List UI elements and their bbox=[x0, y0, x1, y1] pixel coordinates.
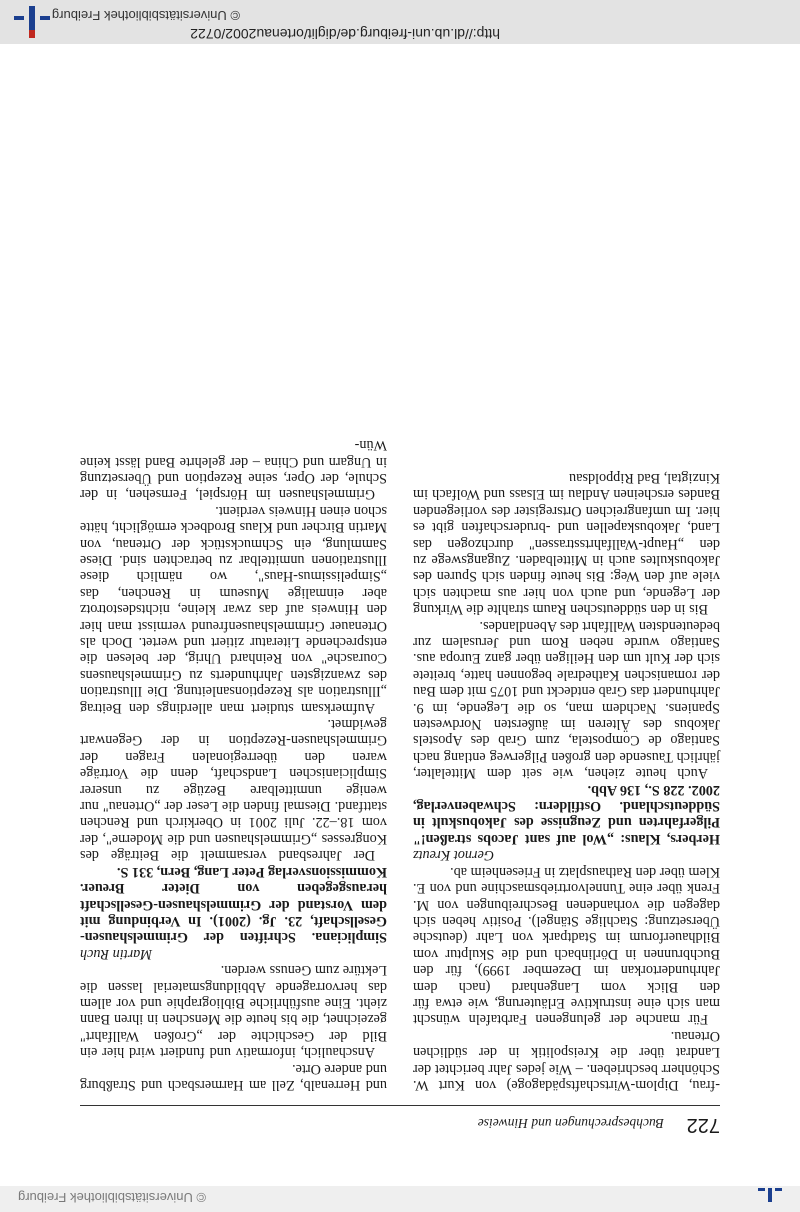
right-column bbox=[80, 437, 387, 1093]
running-title: Buchbesprechungen und Hinweise bbox=[477, 1116, 664, 1131]
library-watermark: © Universitätsbibliothek Freiburg bbox=[51, 8, 240, 23]
continued-paragraph: und Herrenalb, Zell am Harmersbach und Straßburg und andere Orte. bbox=[80, 1060, 387, 1093]
library-watermark: © Universitätsbibliothek Freiburg bbox=[18, 1190, 207, 1205]
paragraph: Für manche der gelungenen Farbtafeln wünscht man sich eine instruktive Erläuterung, wie etwa für den Blick vom Langenhard (nach dem Jahrhundertorkan im Dezember 1999), für den Buchbrunnen in Dörlinbach und die Skulptur vom Bildhauerforum im Stadtpark von Lahr (deutsche Übersetzung: Stachlige Stängel). Positiv heben sich dagegen die vorhandenen Beschreibungen von M. Frenk über eine Tunnelvortriebsmaschine und von E. Klem über den Rathausplatz in Friesenheim ab. bbox=[413, 863, 720, 1028]
left-column bbox=[413, 470, 720, 1093]
paragraph: Der Jahresband versammelt die Beiträge des Kongresses „Grimmelshausen und die Moderne", der vom 18.–22. Juli 2001 in Oberkirch und Renchen stattfand. Diesmal finden die Leser der „Ortenau" nur wenige unmittelbare Bezüge zu unserer Simplicianischen Landschaft, denn die Vorträge waren den überregionalen Fragen der Grimmelshausen-Rezeption in der Gegenwart gewidmet. bbox=[80, 716, 387, 864]
running-head bbox=[80, 1105, 720, 1136]
permalink-url[interactable]: http://dl.ub.uni-freiburg.de/diglit/ortenau2002/0722 bbox=[190, 26, 500, 42]
paragraph: Anschaulich, informativ und fundiert wird hier ein Bild der Geschichte der „Großen Wallfahrt" gezeichnet, die bis heute die Menschen in ihren Bann zieht. Eine ausführliche Bibliographie und vor allem das hervorragende Abbildungsmaterial lassen die Lektüre zum Genuss werden. bbox=[80, 962, 387, 1061]
scan-footer-strip bbox=[0, 0, 800, 44]
paragraph: Grimmelshausen im Hörspiel, Fernsehen, in der Schule, der Oper, seine Rezeption und Übersetzung in Ungarn und China – der gelehrte Band lässt keine Wün- bbox=[80, 437, 387, 503]
library-logo-icon bbox=[14, 6, 50, 38]
review-heading: Herbers, Klaus: „Wol auf sant Jacobs straßen!" Pilgerfahrten und Zeugnisse des Jakobuskult in Süddeutschland. Ostfildern: Schwabenverlag, 2002. 228 S., 136 Abb. bbox=[413, 781, 720, 847]
continued-paragraph: -frau, Diplom-Wirtschaftspädagoge) von Kurt W. Schönherr beschrieben. – Wie jedes Jahr berichtet der Landrat über die Kreispolitik in der südlichen Ortenau. bbox=[413, 1027, 720, 1093]
paragraph: Bis in den süddeutschen Raum strahlte die Wirkung der Legende, und auch von hier aus machten sich viele auf den Weg: Bis heute finden sich Spuren des Jakobuskultes auch in Mittelbaden. Zugangswege zu den „Haupt-Wallfahrtsstrassen" durchzogen das Land, Jakobuskapellen und -bruderschaften gibt es hier. Im umfangreichen Ortsregister des vorliegenden Bandes erscheinen Andlau im Elsass und Wolfach im Kinzigtal, Bad Rippoldsau bbox=[413, 469, 720, 618]
library-logo-icon bbox=[758, 1188, 782, 1210]
paragraph: Auch heute ziehen, wie seit dem Mittelalter, jährlich Tausende den großen Pilgerweg entlang nach Santiago de Compostela, zum Grab des Apostels Jakobus des Älteren im äußersten Nordwesten Spaniens. Nachdem man, so die Legende, im 9. Jahrhundert das Grab entdeckt und 1075 mit dem Bau der romanischen Kathedrale begonnen hatte, breitete sich der Kult um den Heiligen über ganz Europa aus. Santiago wurde neben Rom und Jerusalem zur bedeutendsten Wallfahrt des Abendlandes. bbox=[413, 617, 720, 782]
page-number: 722 bbox=[686, 1114, 720, 1136]
reviewer-signature: Martin Ruch bbox=[80, 945, 153, 962]
book-page bbox=[0, 44, 800, 1186]
scan-header-strip bbox=[0, 1186, 800, 1212]
reviewer-signature: Gernot Kreutz bbox=[413, 847, 495, 864]
paragraph: Aufmerksam studiert man allerdings den Beitrag „Illustration als Rezeptionsanleitung. Die Illustration des zwanzigsten Jahrhunderts zu Grimmelshausens Courasche" von Reinhard Uhrig, der belesen die entsprechende Literatur zitiert und wertet. Doch als Ortenauer Grimmelshausenfreund vermisst man hier den Hinweis auf das zwar kleine, nichtsdestotrotz aber einmalige Museum in Renchen, das „Simpelissimus-Haus", wo nämlich diese Illustrationen unmittelbar zu betrachten sind. Diese Sammlung, ein Schmuckstück der Ortenau, von Martin Bircher und Klaus Brodbeck ermöglicht, hätte schon einen Hinweis verdient. bbox=[80, 502, 387, 716]
review-heading: Simpliciana. Schriften der Grimmelshausen-Gesellschaft, 23. Jg. (2001). In Verbindung mit dem Vorstand der Grimmelshausen-Gesellschaft herausgegeben von Dieter Breuer. Kommissionsverlag Peter Lang, Bern, 331 S. bbox=[80, 863, 387, 946]
